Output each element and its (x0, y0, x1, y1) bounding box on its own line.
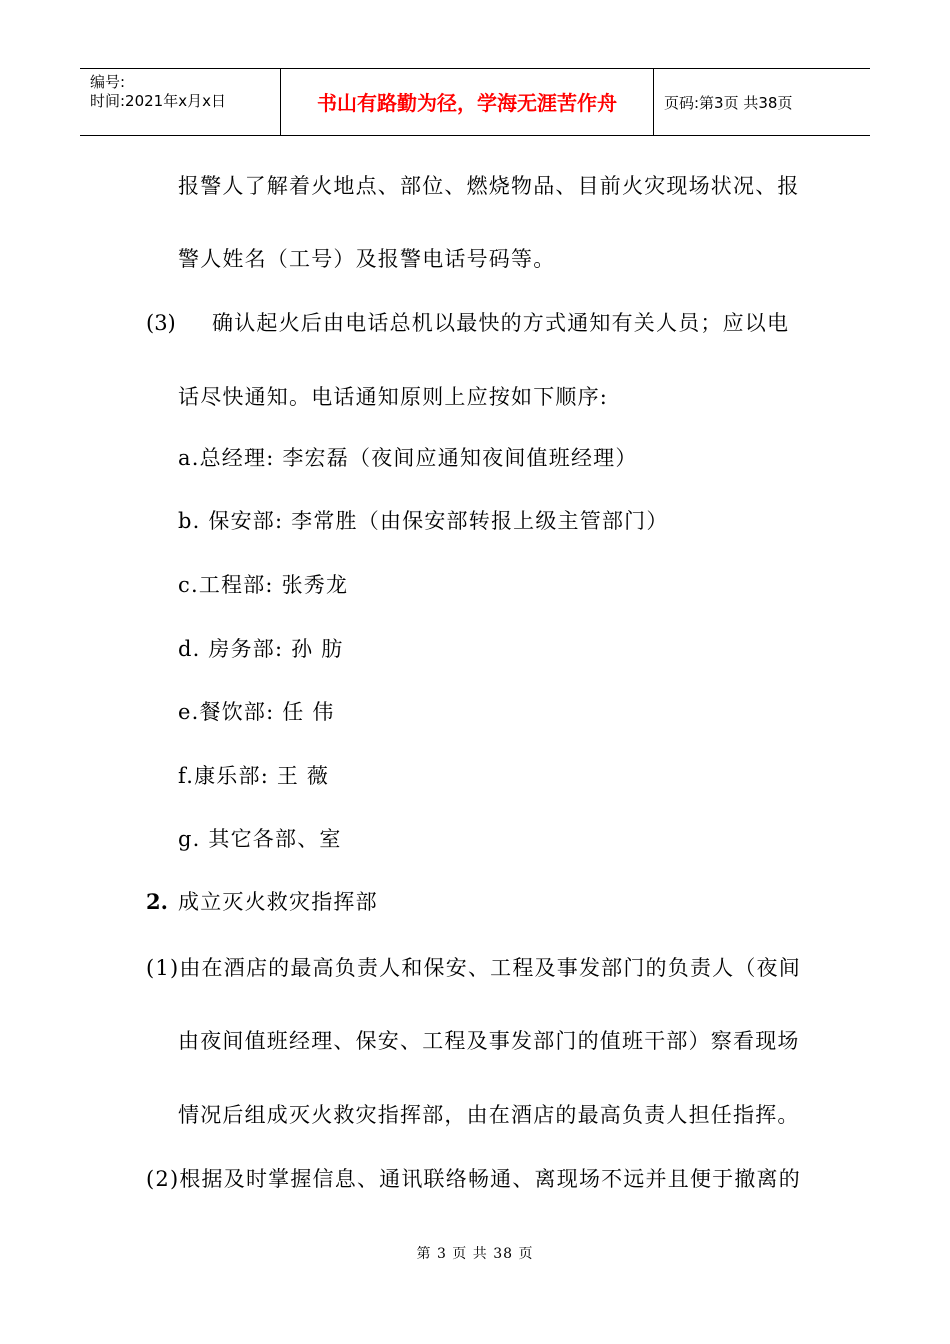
document-number-label: 编号: (90, 73, 126, 91)
paragraph-line-2: 警人姓名（工号）及报警电话号码等。 (178, 247, 556, 271)
contact-housekeeping: d. 房务部: 孙 肪 (178, 637, 344, 661)
contact-general-manager: a.总经理: 李宏磊（夜间应通知夜间值班经理） (178, 446, 638, 470)
page-footer: 第 3 页 共 38 页 (416, 1246, 534, 1262)
document-date: 时间:2021年x月x日 (90, 92, 226, 110)
page-header (80, 68, 870, 136)
paragraph-line-15: 情况后组成灭火救灾指挥部，由在酒店的最高负责人担任指挥。 (178, 1103, 800, 1127)
contact-security: b. 保安部: 李常胜（由保安部转报上级主管部门） (178, 509, 669, 533)
paragraph-line-1: 报警人了解着火地点、部位、燃烧物品、目前火灾现场状况、报 (178, 174, 800, 198)
contact-recreation: f.康乐部: 王 薇 (178, 764, 330, 788)
paragraph-line-13: (1)由在酒店的最高负责人和保安、工程及事发部门的负责人（夜间 (146, 956, 801, 980)
header-page-info: 页码:第3页 共38页 (664, 94, 793, 112)
header-motto: 书山有路勤为径，学海无涯苦作舟 (317, 91, 617, 115)
contact-food-beverage: e.餐饮部: 任 伟 (178, 700, 335, 724)
header-middle-cell (281, 69, 654, 135)
header-right-cell (654, 69, 870, 135)
contact-engineering: c.工程部: 张秀龙 (178, 573, 349, 597)
paragraph-line-14: 由夜间值班经理、保安、工程及事发部门的值班干部）察看现场 (178, 1029, 800, 1053)
section-number-2: 2. (146, 889, 168, 914)
contact-other-departments: g. 其它各部、室 (178, 827, 342, 851)
paragraph-line-3: 确认起火后由电话总机以最快的方式通知有关人员；应以电 (212, 311, 790, 335)
header-left-cell (80, 69, 281, 135)
paragraph-line-16: (2)根据及时掌握信息、通讯联络畅通、离现场不远并且便于撤离的 (146, 1167, 801, 1191)
paragraph-line-4: 话尽快通知。电话通知原则上应按如下顺序: (178, 385, 609, 409)
item-number-3: (3) (146, 311, 176, 335)
section-heading-command: 成立灭火救灾指挥部 (178, 890, 378, 914)
